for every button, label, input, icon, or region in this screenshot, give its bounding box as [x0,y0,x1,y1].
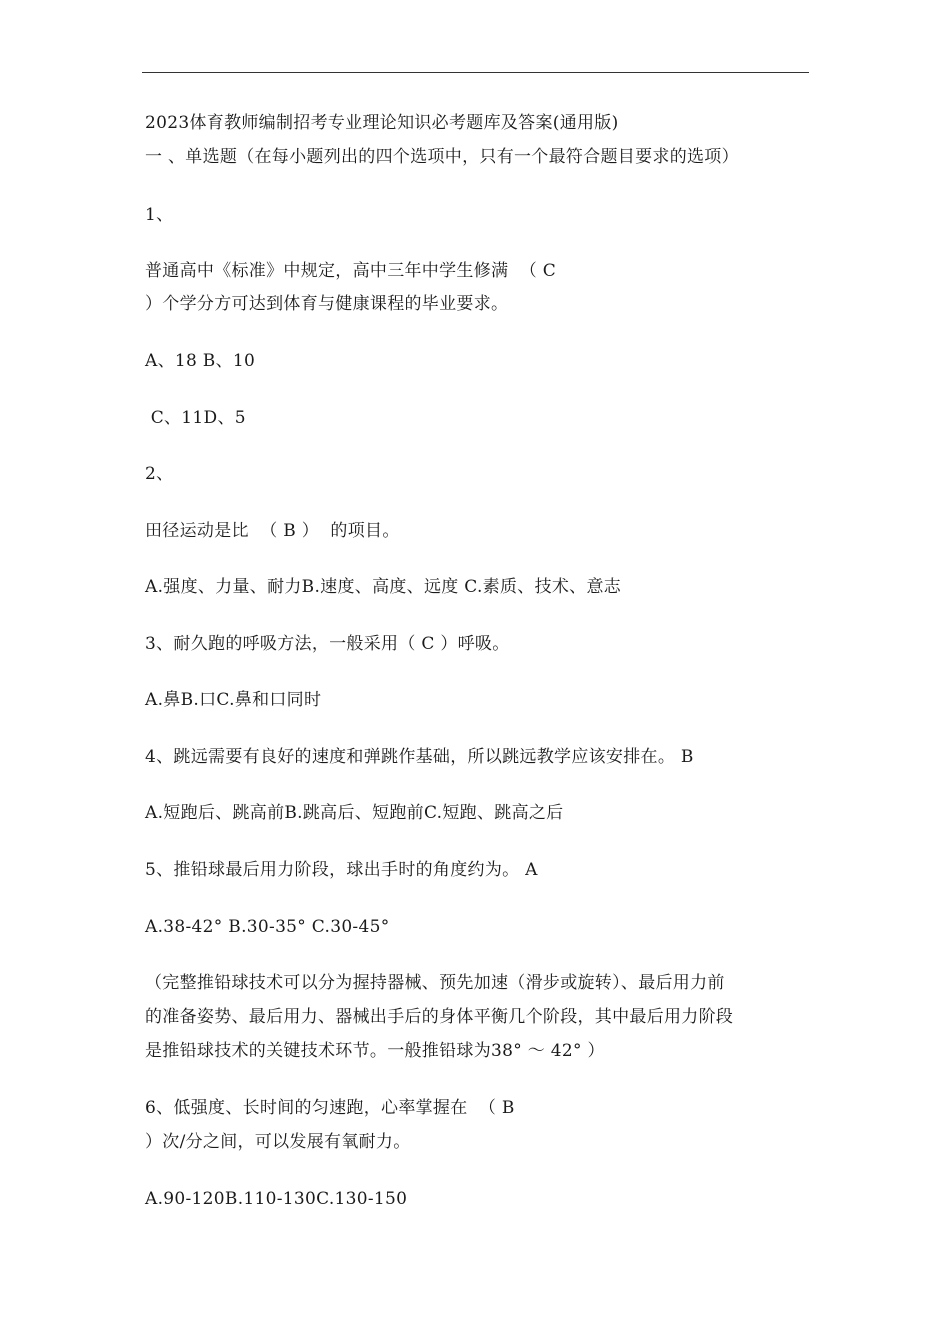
question-5-explanation-1: （完整推铅球技术可以分为握持器械、预先加速（滑步或旋转）、最后用力前 [145,973,725,993]
question-6-stem-cont: ）次/分之间，可以发展有氧耐力。 [145,1132,411,1152]
question-5-options: A.38-42° B.30-35° C.30-45° [145,917,390,937]
question-4-stem: 4、跳远需要有良好的速度和弹跳作基础，所以跳远教学应该安排在。 B [145,747,694,767]
question-5-stem: 5、推铅球最后用力阶段，球出手时的角度约为。 A [145,860,538,880]
question-1-options-ab: A、18 B、10 [145,351,256,371]
question-6-stem: 6、低强度、长时间的匀速跑，心率掌握在 （ B [145,1098,515,1118]
question-1-number: 1、 [145,205,174,225]
question-3-options: A.鼻B.口C.鼻和口同时 [145,690,322,710]
question-3-stem: 3、耐久跑的呼吸方法，一般采用（ C ）呼吸。 [145,634,510,654]
question-6-options: A.90-120B.110-130C.130-150 [145,1189,408,1209]
question-1-stem: 普通高中《标准》中规定，高中三年中学生修满 （ C [145,261,557,281]
header-rule [142,72,809,73]
question-2-stem: 田径运动是比 （ B ） 的项目。 [145,521,400,541]
question-2-options: A.强度、力量、耐力B.速度、高度、远度 C.素质、技术、意志 [145,577,622,597]
question-1-stem-cont: ）个学分方可达到体育与健康课程的毕业要求。 [145,294,509,314]
question-4-options: A.短跑后、跳高前B.跳高后、短跑前C.短跑、跳高之后 [145,803,564,823]
question-1-options-cd: C、11D、5 [145,408,246,428]
question-2-number: 2、 [145,464,174,484]
question-5-explanation-3: 是推铅球技术的关键技术环节。一般推铅球为38° ～ 42° ） [145,1041,605,1061]
question-5-explanation-2: 的准备姿势、最后用力、器械出手后的身体平衡几个阶段，其中最后用力阶段 [145,1007,734,1027]
section-heading: 一 、单选题（在每小题列出的四个选项中，只有一个最符合题目要求的选项） [145,147,739,167]
document-title: 2023体育教师编制招考专业理论知识必考题库及答案(通用版) [145,113,619,133]
